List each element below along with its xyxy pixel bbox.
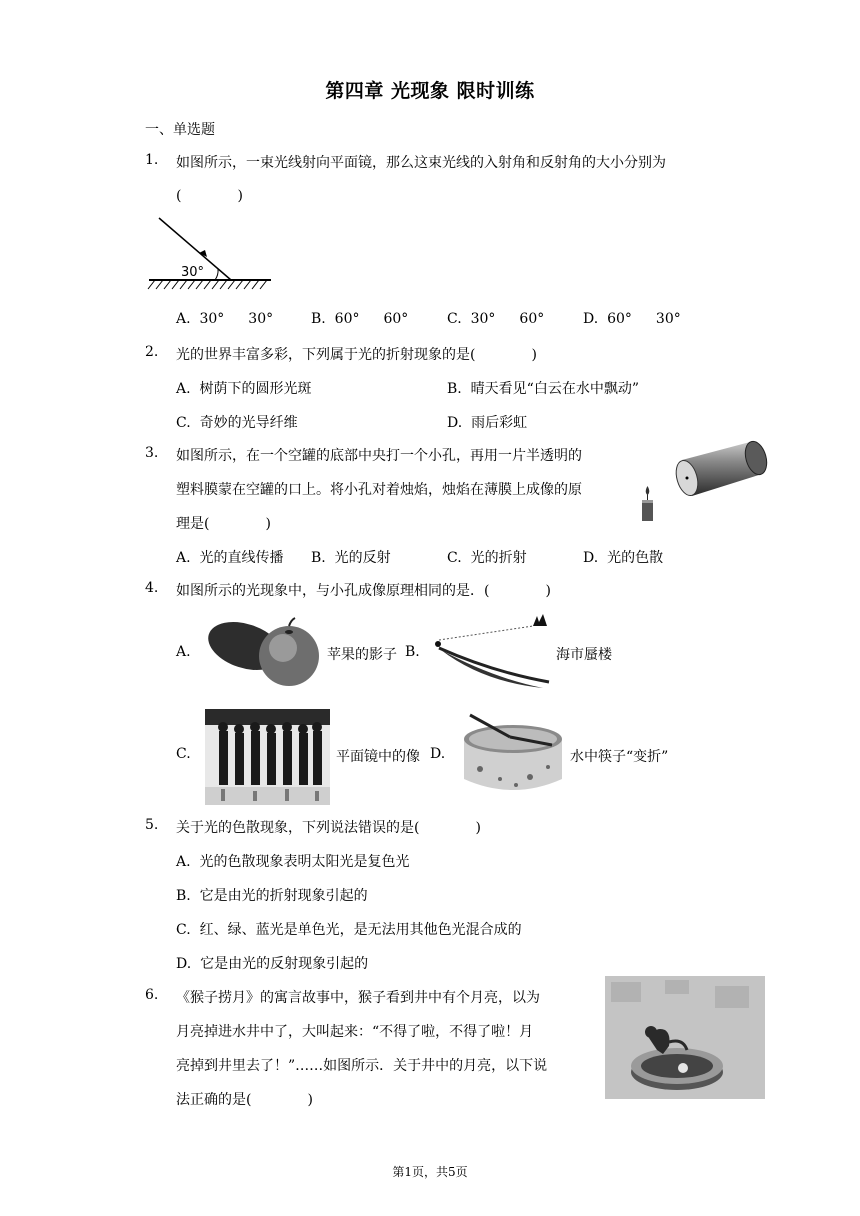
option-a[interactable]: A. 30° 30° [176,311,274,327]
option-b[interactable]: B. 光的反射 [311,550,391,566]
question-stem-line: 如图所示，在一个空罐的底部中央打一个小孔，再用一片半透明的 [176,448,582,464]
question-stem-line: 亮掉到井里去了！”……如图所示．关于井中的月亮，以下说 [176,1058,548,1074]
option-d-caption: 水中筷子“变折” [570,749,669,765]
option-d[interactable]: D. 光的色散 [583,550,664,566]
monkey-well-image [605,976,765,1099]
question-stem-line: 理是( ) [176,516,271,532]
mirage-image [433,612,553,692]
section-heading: 一、单选题 [145,122,215,138]
question-number: 5. [145,817,159,833]
option-b[interactable]: B. 60° 60° [311,311,409,327]
page-footer: 第1页，共5页 [392,1165,468,1179]
question-number: 2. [145,344,159,360]
option-c[interactable]: C. 光的折射 [447,550,527,566]
option-d[interactable]: D. 它是由光的反射现象引起的 [176,956,369,972]
question-number: 3. [145,445,159,461]
option-c[interactable]: C. 奇妙的光导纤维 [176,415,298,431]
question-stem-line: 塑料膜蒙在空罐的口上。将小孔对着烛焰，烛焰在薄膜上成像的原 [176,482,582,498]
question-stem-line: 如图所示，一束光线射向平面镜，那么这束光线的入射角和反射角的大小分别为 [176,155,666,171]
question-stem-line: 《猴子捞月》的寓言故事中，猴子看到井中有个月亮，以为 [176,990,540,1006]
answer-blank: ( ) [176,188,243,204]
mirror-ray-diagram [145,212,275,294]
option-d-letter[interactable]: D. [430,746,446,762]
page-title: 第四章 光现象 限时训练 [325,80,535,102]
question-stem-line: 月亮掉进水井中了，大叫起来：“不得了啦，不得了啦！月 [176,1024,534,1040]
option-b-letter[interactable]: B. [405,644,420,660]
option-d[interactable]: D. 雨后彩虹 [447,415,528,431]
option-a[interactable]: A. 树荫下的圆形光斑 [176,381,312,397]
bent-chopstick-image [460,709,566,801]
pinhole-can-image [632,438,772,524]
option-c[interactable]: C. 30° 60° [447,311,545,327]
question-number: 4. [145,580,159,596]
question-stem: 光的世界丰富多彩，下列属于光的折射现象的是( ) [176,347,537,363]
option-c-caption: 平面镜中的像 [336,749,420,765]
option-a-letter[interactable]: A. [176,644,191,660]
apple-shadow-image [205,612,327,694]
option-a[interactable]: A. 光的直线传播 [176,550,284,566]
option-c-letter[interactable]: C. [176,746,191,762]
option-d[interactable]: D. 60° 30° [583,311,681,327]
option-a[interactable]: A. 光的色散现象表明太阳光是复色光 [176,854,410,870]
option-b[interactable]: B. 晴天看见“白云在水中飘动” [447,381,639,397]
option-c[interactable]: C. 红、绿、蓝光是单色光，是无法用其他色光混合成的 [176,922,522,938]
angle-label: 30° [181,265,205,280]
option-b[interactable]: B. 它是由光的折射现象引起的 [176,888,368,904]
option-a-caption: 苹果的影子 [327,647,397,663]
mirror-dancers-image [205,709,330,805]
question-stem-line: 法正确的是( ) [176,1092,313,1108]
question-stem: 关于光的色散现象，下列说法错误的是( ) [176,820,481,836]
option-b-caption: 海市蜃楼 [556,647,612,663]
question-stem: 如图所示的光现象中，与小孔成像原理相同的是．( ) [176,583,551,599]
question-number: 1. [145,152,159,168]
question-number: 6. [145,987,159,1003]
